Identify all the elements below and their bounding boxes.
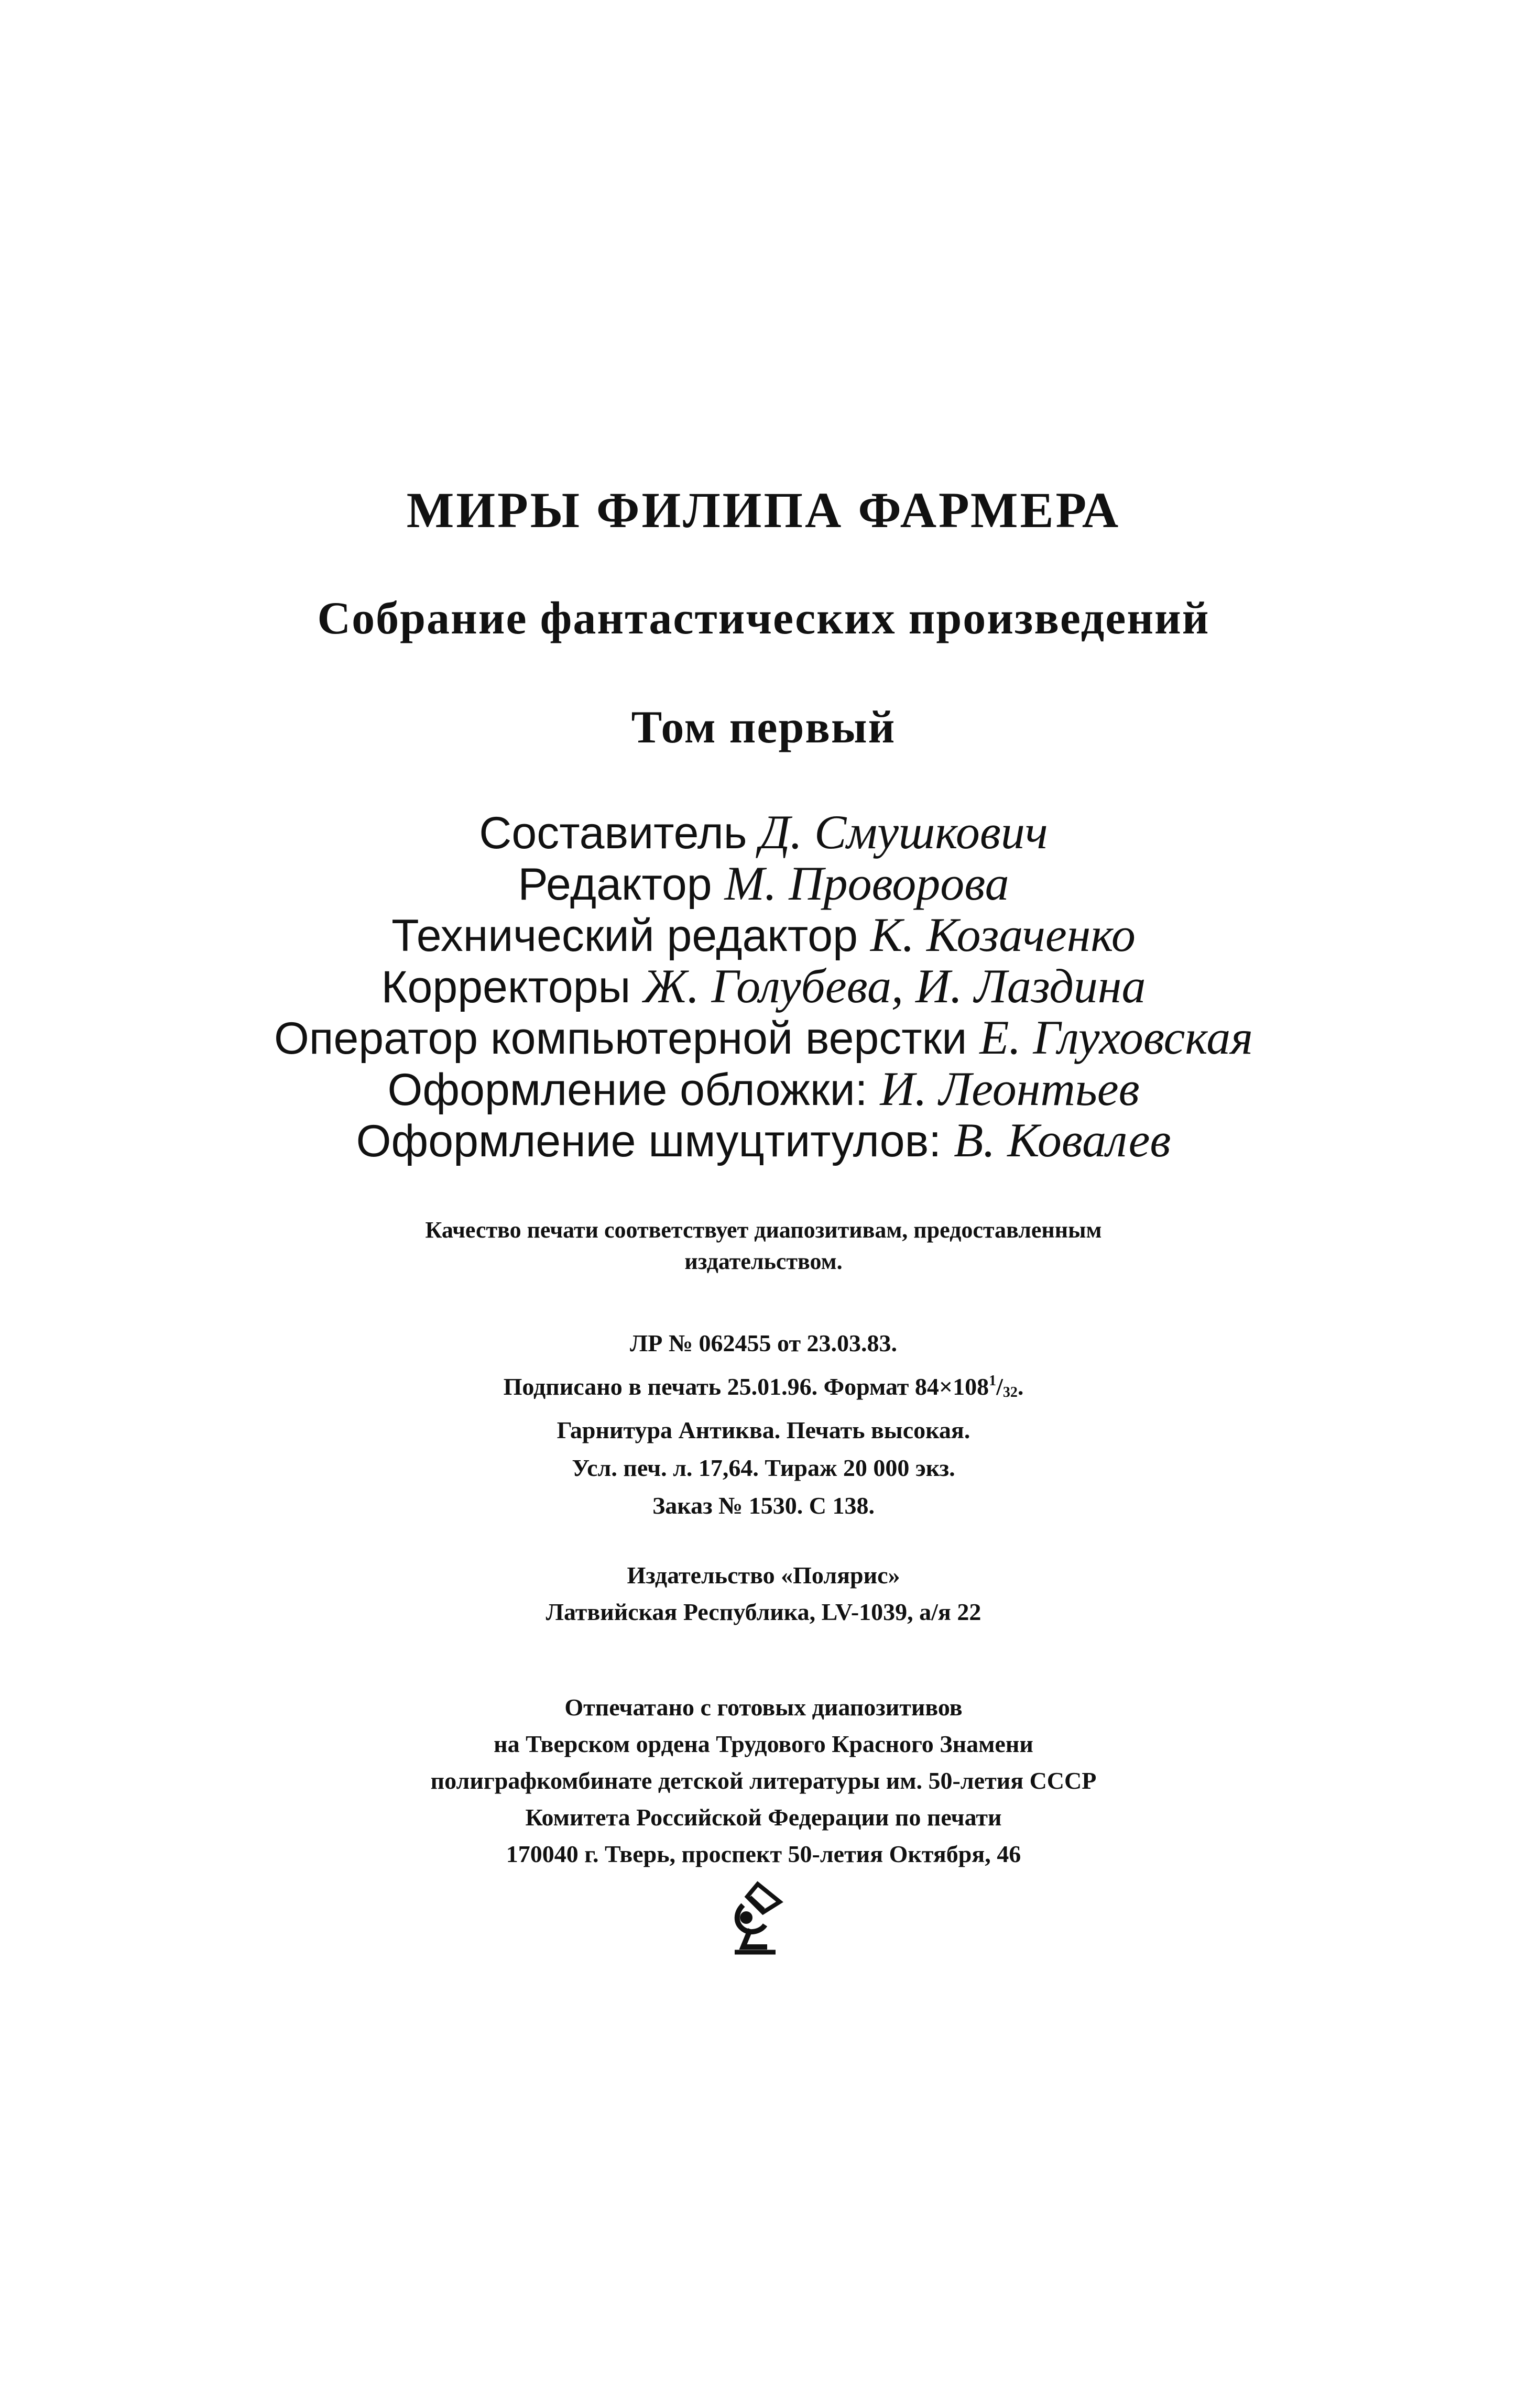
credit-role: Редактор	[518, 859, 712, 910]
volume-title: Том первый	[631, 702, 896, 753]
technical-info	[0, 1325, 1527, 1525]
signed-format-text: Подписано в печать 25.01.96. Формат 84×108	[503, 1373, 989, 1400]
credit-role: Корректоры	[381, 962, 631, 1012]
credit-line-editor	[0, 858, 1527, 910]
credit-name: Е. Глуховская	[979, 1011, 1253, 1064]
series-title: МИРЫ ФИЛИПА ФАРМЕРА	[406, 482, 1121, 538]
credit-name: И. Леонтьев	[880, 1062, 1140, 1115]
publisher-address: Латвийская Республика, LV-1039, а/я 22	[546, 1599, 981, 1625]
printer-line: Отпечатано с готовых диапозитивов	[564, 1694, 963, 1721]
printer-logo-icon	[727, 1881, 785, 1960]
format-numerator: 1	[989, 1373, 997, 1389]
license-line: ЛР № 062455 от 23.03.83.	[629, 1330, 898, 1356]
format-denominator: 32	[1002, 1384, 1018, 1400]
signed-format-line: Подписано в печать 25.01.96. Формат $84\times 108^1/_{32}$.	[503, 1373, 1024, 1400]
print-run-line: Усл. печ. л. 17,64. Тираж 20 000 экз.	[572, 1454, 955, 1481]
print-quality-note	[0, 1214, 1527, 1277]
signed-format-suffix: .	[1017, 1373, 1024, 1400]
order-line: Заказ № 1530. С 138.	[652, 1492, 875, 1519]
printer-line: Комитета Российской Федерации по печати	[525, 1804, 1002, 1831]
credits-list	[0, 807, 1527, 1166]
printer-line: полиграфкомбинате детской литературы им. 50-летия СССР	[430, 1767, 1097, 1794]
credit-name: Д. Смушкович	[759, 805, 1048, 859]
credit-name: В. Ковалев	[954, 1113, 1171, 1167]
credit-role: Оформление обложки:	[387, 1065, 868, 1115]
credit-line-tech-editor	[0, 910, 1527, 961]
credit-line-layout-operator	[0, 1012, 1527, 1064]
printer-line: на Тверском ордена Трудового Красного Знамени	[494, 1731, 1033, 1757]
credit-role: Оформление шмуцтитулов:	[356, 1116, 942, 1166]
publisher-name: Издательство «Полярис»	[627, 1562, 900, 1589]
credit-line-cover-design	[0, 1064, 1527, 1115]
print-quality-line: издательством.	[684, 1249, 843, 1274]
credit-line-compiler	[0, 807, 1527, 858]
printer-line: 170040 г. Тверь, проспект 50-летия Октября, 46	[506, 1841, 1021, 1867]
printer-info	[0, 1689, 1527, 1873]
credit-role: Оператор компьютерной верстки	[274, 1013, 967, 1064]
collection-title: Собрание фантастических произведений	[317, 593, 1210, 644]
print-quality-line: Качество печати соответствует диапозитивам, предоставленным	[425, 1217, 1102, 1243]
credit-name: М. Проворова	[724, 857, 1009, 910]
credit-name: Ж. Голубева, И. Лаздина	[643, 959, 1146, 1013]
credit-line-half-title-design	[0, 1115, 1527, 1166]
typeface-line: Гарнитура Антиква. Печать высокая.	[557, 1417, 970, 1443]
credit-role: Технический редактор	[391, 911, 858, 961]
publisher-info	[0, 1557, 1527, 1630]
credit-name: К. Козаченко	[870, 908, 1136, 961]
credit-role: Составитель	[479, 808, 747, 858]
credit-line-proofreaders	[0, 961, 1527, 1012]
